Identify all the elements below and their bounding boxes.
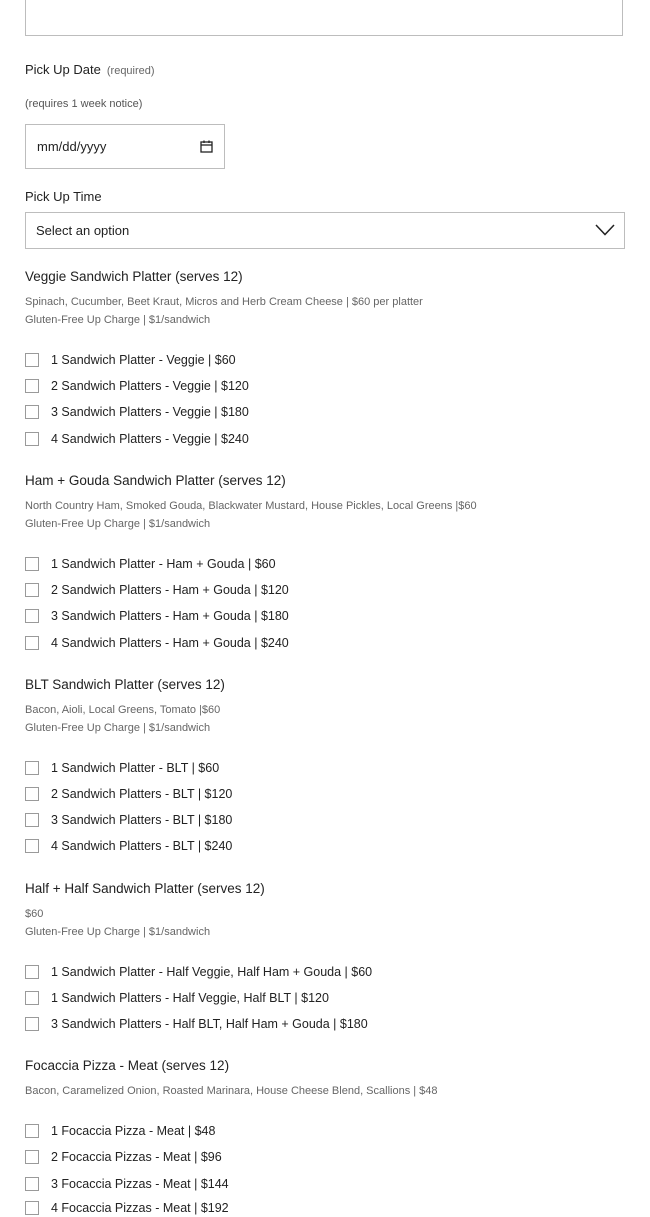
checkbox[interactable] bbox=[25, 379, 39, 393]
option-label: 3 Sandwich Platters - Half BLT, Half Ham + Gouda | $180 bbox=[51, 1017, 368, 1031]
section-gf-note-veggie: Gluten-Free Up Charge | $1/sandwich bbox=[25, 314, 211, 326]
checkbox[interactable] bbox=[25, 1124, 39, 1138]
pickup-date-label-text: Pick Up Date bbox=[25, 62, 101, 77]
pickup-time-label: Pick Up Time bbox=[25, 189, 102, 204]
checkbox[interactable] bbox=[25, 405, 39, 419]
checkbox-option[interactable] bbox=[25, 635, 289, 651]
checkbox-option[interactable] bbox=[25, 352, 236, 368]
section-title-half-half: Half + Half Sandwich Platter (serves 12) bbox=[25, 881, 265, 896]
option-label: 2 Sandwich Platters - BLT | $120 bbox=[51, 787, 233, 801]
checkbox-option[interactable] bbox=[25, 786, 232, 802]
checkbox[interactable] bbox=[25, 557, 39, 571]
option-label: 2 Focaccia Pizzas - Meat | $96 bbox=[51, 1150, 222, 1164]
checkbox-option[interactable] bbox=[25, 556, 276, 572]
checkbox-option[interactable] bbox=[25, 990, 329, 1006]
option-label: 1 Sandwich Platter - Half Veggie, Half Ham + Gouda | $60 bbox=[51, 965, 373, 979]
section-desc-veggie: Spinach, Cucumber, Beet Kraut, Micros and Herb Cream Cheese | $60 per platter bbox=[25, 296, 423, 308]
option-label: 1 Sandwich Platter - Ham + Gouda | $60 bbox=[51, 557, 276, 571]
checkbox[interactable] bbox=[25, 432, 39, 446]
checkbox-option[interactable] bbox=[25, 1123, 215, 1139]
checkbox-option[interactable] bbox=[25, 1016, 368, 1032]
pickup-date-label bbox=[25, 62, 155, 77]
checkbox-option[interactable] bbox=[25, 1149, 222, 1165]
checkbox-option[interactable] bbox=[25, 1176, 229, 1192]
section-title-veggie: Veggie Sandwich Platter (serves 12) bbox=[25, 269, 243, 284]
section-gf-note-blt: Gluten-Free Up Charge | $1/sandwich bbox=[25, 722, 211, 734]
previous-textarea[interactable] bbox=[25, 0, 623, 36]
option-label: 2 Sandwich Platters - Veggie | $120 bbox=[51, 379, 249, 393]
checkbox[interactable] bbox=[25, 353, 39, 367]
pickup-date-placeholder: mm/dd/yyyy bbox=[37, 139, 107, 154]
checkbox-option[interactable] bbox=[25, 431, 249, 447]
checkbox-option[interactable] bbox=[25, 608, 289, 624]
checkbox[interactable] bbox=[25, 1150, 39, 1164]
checkbox-option[interactable] bbox=[25, 760, 219, 776]
section-desc-half-half: $60 bbox=[25, 908, 44, 920]
section-desc-focaccia-meat: Bacon, Caramelized Onion, Roasted Marinara, House Cheese Blend, Scallions | $48 bbox=[25, 1085, 438, 1097]
checkbox[interactable] bbox=[25, 636, 39, 650]
calendar-icon[interactable] bbox=[200, 140, 213, 153]
checkbox[interactable] bbox=[25, 991, 39, 1005]
checkbox[interactable] bbox=[25, 609, 39, 623]
option-label: 4 Focaccia Pizzas - Meat | $192 bbox=[51, 1201, 229, 1215]
checkbox-option[interactable] bbox=[25, 812, 232, 828]
pickup-time-select[interactable] bbox=[25, 212, 625, 249]
option-label: 1 Sandwich Platter - BLT | $60 bbox=[51, 761, 220, 775]
checkbox[interactable] bbox=[25, 1201, 39, 1215]
checkbox-option[interactable] bbox=[25, 378, 249, 394]
checkbox[interactable] bbox=[25, 965, 39, 979]
option-label: 1 Sandwich Platter - Veggie | $60 bbox=[51, 353, 236, 367]
pickup-date-input[interactable] bbox=[25, 124, 225, 169]
checkbox-option[interactable] bbox=[25, 964, 372, 980]
option-label: 1 Sandwich Platters - Half Veggie, Half BLT | $120 bbox=[51, 991, 329, 1005]
checkbox[interactable] bbox=[25, 1017, 39, 1031]
section-desc-blt: Bacon, Aioli, Local Greens, Tomato |$60 bbox=[25, 704, 221, 716]
chevron-down-icon bbox=[595, 224, 615, 236]
checkbox-option[interactable] bbox=[25, 1200, 229, 1216]
section-title-ham-gouda: Ham + Gouda Sandwich Platter (serves 12) bbox=[25, 473, 286, 488]
checkbox[interactable] bbox=[25, 1177, 39, 1191]
option-label: 4 Sandwich Platters - BLT | $240 bbox=[51, 839, 233, 853]
option-label: 3 Sandwich Platters - Veggie | $180 bbox=[51, 405, 249, 419]
checkbox-option[interactable] bbox=[25, 582, 289, 598]
checkbox[interactable] bbox=[25, 761, 39, 775]
section-gf-note-half-half: Gluten-Free Up Charge | $1/sandwich bbox=[25, 926, 211, 938]
option-label: 4 Sandwich Platters - Veggie | $240 bbox=[51, 432, 249, 446]
option-label: 1 Focaccia Pizza - Meat | $48 bbox=[51, 1124, 216, 1138]
section-title-blt: BLT Sandwich Platter (serves 12) bbox=[25, 677, 225, 692]
section-title-focaccia-meat: Focaccia Pizza - Meat (serves 12) bbox=[25, 1058, 230, 1073]
option-label: 4 Sandwich Platters - Ham + Gouda | $240 bbox=[51, 636, 289, 650]
checkbox-option[interactable] bbox=[25, 838, 232, 854]
option-label: 2 Sandwich Platters - Ham + Gouda | $120 bbox=[51, 583, 289, 597]
pickup-date-note: (requires 1 week notice) bbox=[25, 98, 143, 110]
section-desc-ham-gouda: North Country Ham, Smoked Gouda, Blackwater Mustard, House Pickles, Local Greens |$60 bbox=[25, 500, 477, 512]
option-label: 3 Sandwich Platters - Ham + Gouda | $180 bbox=[51, 609, 289, 623]
checkbox-option[interactable] bbox=[25, 404, 249, 420]
checkbox[interactable] bbox=[25, 787, 39, 801]
checkbox[interactable] bbox=[25, 813, 39, 827]
required-marker: (required) bbox=[106, 65, 155, 77]
checkbox[interactable] bbox=[25, 839, 39, 853]
option-label: 3 Sandwich Platters - BLT | $180 bbox=[51, 813, 233, 827]
checkbox[interactable] bbox=[25, 583, 39, 597]
section-gf-note-ham-gouda: Gluten-Free Up Charge | $1/sandwich bbox=[25, 518, 211, 530]
pickup-time-selected: Select an option bbox=[36, 223, 130, 238]
option-label: 3 Focaccia Pizzas - Meat | $144 bbox=[51, 1177, 229, 1191]
